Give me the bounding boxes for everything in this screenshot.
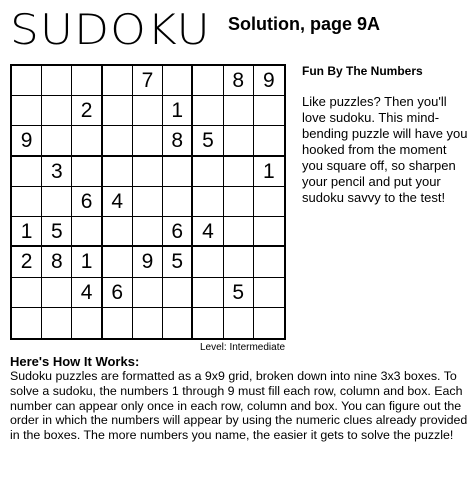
- sudoku-cell-r7-c6[interactable]: 5: [163, 247, 193, 277]
- sudoku-cell-r5-c4[interactable]: 4: [103, 187, 133, 217]
- sudoku-cell-r6-c8[interactable]: [224, 217, 254, 247]
- sudoku-cell-r3-c5[interactable]: [133, 126, 163, 156]
- sudoku-cell-r3-c8[interactable]: [224, 126, 254, 156]
- sidebar-body: Like puzzles? Then you'll love sudoku. This mind-bending puzzle will have you hooked from the moment you square off, so sharpen your pencil and put your sudoku savvy to the test!: [302, 94, 468, 205]
- sudoku-cell-r1-c6[interactable]: [163, 66, 193, 96]
- sudoku-cell-r6-c3[interactable]: [72, 217, 102, 247]
- sudoku-cell-r4-c6[interactable]: [163, 157, 193, 187]
- sudoku-cell-r7-c8[interactable]: [224, 247, 254, 277]
- sudoku-cell-r9-c4[interactable]: [103, 308, 133, 338]
- sudoku-cell-r3-c9[interactable]: [254, 126, 284, 156]
- sudoku-cell-r4-c9[interactable]: 1: [254, 157, 284, 187]
- sudoku-cell-r8-c1[interactable]: [12, 278, 42, 308]
- sudoku-cell-r9-c7[interactable]: [193, 308, 223, 338]
- sudoku-cell-r6-c2[interactable]: 5: [42, 217, 72, 247]
- sudoku-cell-r3-c7[interactable]: 5: [193, 126, 223, 156]
- sudoku-cell-r5-c6[interactable]: [163, 187, 193, 217]
- sudoku-cell-r1-c7[interactable]: [193, 66, 223, 96]
- sudoku-grid: [10, 64, 286, 340]
- sidebar-title: Fun By The Numbers: [302, 64, 423, 78]
- sudoku-cell-r1-c2[interactable]: [42, 66, 72, 96]
- sudoku-cell-r2-c2[interactable]: [42, 96, 72, 126]
- difficulty-level: Level: Intermediate: [200, 342, 286, 353]
- sudoku-cell-r7-c9[interactable]: [254, 247, 284, 277]
- sudoku-cell-r5-c9[interactable]: [254, 187, 284, 217]
- solution-reference: Solution, page 9A: [228, 14, 381, 34]
- sudoku-cell-r7-c2[interactable]: 8: [42, 247, 72, 277]
- sudoku-cell-r8-c3[interactable]: 4: [72, 278, 102, 308]
- sudoku-cell-r5-c1[interactable]: [12, 187, 42, 217]
- sudoku-cell-r7-c5[interactable]: 9: [133, 247, 163, 277]
- sudoku-cell-r6-c1[interactable]: 1: [12, 217, 42, 247]
- sudoku-cell-r8-c6[interactable]: [163, 278, 193, 308]
- sudoku-cell-r4-c8[interactable]: [224, 157, 254, 187]
- sudoku-cell-r6-c5[interactable]: [133, 217, 163, 247]
- instructions-body: Sudoku puzzles are formatted as a 9x9 grid, broken down into nine 3x3 boxes. To solve a sudoku, the numbers 1 through 9 must fill each row, column and box. Each number can appear only once in each row, column and box. You can figure out the order in which the numbers will appear by using the numeric clues already provided in the boxes. The more numbers you name, the easier it gets to solve the puzzle!: [10, 369, 468, 443]
- sudoku-cell-r8-c7[interactable]: [193, 278, 223, 308]
- sudoku-cell-r5-c7[interactable]: [193, 187, 223, 217]
- sudoku-cell-r5-c2[interactable]: [42, 187, 72, 217]
- sudoku-cell-r7-c7[interactable]: [193, 247, 223, 277]
- sudoku-cell-r8-c2[interactable]: [42, 278, 72, 308]
- sudoku-cell-r9-c3[interactable]: [72, 308, 102, 338]
- sudoku-cell-r6-c7[interactable]: 4: [193, 217, 223, 247]
- sudoku-cell-r2-c4[interactable]: [103, 96, 133, 126]
- sudoku-cell-r4-c2[interactable]: 3: [42, 157, 72, 187]
- sudoku-cell-r4-c5[interactable]: [133, 157, 163, 187]
- sudoku-cell-r1-c4[interactable]: [103, 66, 133, 96]
- sudoku-cell-r9-c2[interactable]: [42, 308, 72, 338]
- sudoku-cell-r2-c9[interactable]: [254, 96, 284, 126]
- sudoku-cell-r1-c8[interactable]: 8: [224, 66, 254, 96]
- sudoku-cell-r4-c3[interactable]: [72, 157, 102, 187]
- sudoku-cell-r8-c5[interactable]: [133, 278, 163, 308]
- sudoku-cell-r8-c4[interactable]: 6: [103, 278, 133, 308]
- sudoku-cell-r9-c1[interactable]: [12, 308, 42, 338]
- sudoku-cell-r6-c9[interactable]: [254, 217, 284, 247]
- sudoku-cell-r4-c4[interactable]: [103, 157, 133, 187]
- sudoku-cell-r5-c8[interactable]: [224, 187, 254, 217]
- sudoku-cell-r9-c9[interactable]: [254, 308, 284, 338]
- sudoku-cell-r1-c1[interactable]: [12, 66, 42, 96]
- sudoku-cell-r3-c4[interactable]: [103, 126, 133, 156]
- sudoku-cell-r8-c9[interactable]: [254, 278, 284, 308]
- sudoku-cell-r3-c2[interactable]: [42, 126, 72, 156]
- sudoku-cell-r3-c3[interactable]: [72, 126, 102, 156]
- sudoku-cell-r7-c3[interactable]: 1: [72, 247, 102, 277]
- sudoku-cell-r2-c5[interactable]: [133, 96, 163, 126]
- sudoku-cell-r4-c7[interactable]: [193, 157, 223, 187]
- sudoku-cell-r5-c5[interactable]: [133, 187, 163, 217]
- sudoku-cell-r8-c8[interactable]: 5: [224, 278, 254, 308]
- sudoku-cell-r3-c1[interactable]: 9: [12, 126, 42, 156]
- sudoku-cell-r4-c1[interactable]: [12, 157, 42, 187]
- sudoku-cell-r7-c4[interactable]: [103, 247, 133, 277]
- instructions-title: Here's How It Works:: [10, 354, 140, 369]
- sudoku-cell-r9-c8[interactable]: [224, 308, 254, 338]
- sudoku-cell-r6-c4[interactable]: [103, 217, 133, 247]
- sudoku-cell-r9-c6[interactable]: [163, 308, 193, 338]
- sudoku-cell-r2-c6[interactable]: 1: [163, 96, 193, 126]
- sudoku-cell-r7-c1[interactable]: 2: [12, 247, 42, 277]
- sudoku-cell-r1-c5[interactable]: 7: [133, 66, 163, 96]
- sudoku-cell-r9-c5[interactable]: [133, 308, 163, 338]
- sudoku-cell-r2-c1[interactable]: [12, 96, 42, 126]
- sudoku-cell-r2-c8[interactable]: [224, 96, 254, 126]
- sudoku-title: SUDOKU: [10, 5, 211, 54]
- sudoku-cell-r1-c3[interactable]: [72, 66, 102, 96]
- instructions: [10, 354, 470, 443]
- sudoku-cell-r6-c6[interactable]: 6: [163, 217, 193, 247]
- sudoku-cell-r2-c3[interactable]: 2: [72, 96, 102, 126]
- sudoku-cell-r2-c7[interactable]: [193, 96, 223, 126]
- sudoku-cell-r3-c6[interactable]: 8: [163, 126, 193, 156]
- sudoku-cell-r1-c9[interactable]: 9: [254, 66, 284, 96]
- sidebar: [302, 64, 470, 206]
- sudoku-cell-r5-c3[interactable]: 6: [72, 187, 102, 217]
